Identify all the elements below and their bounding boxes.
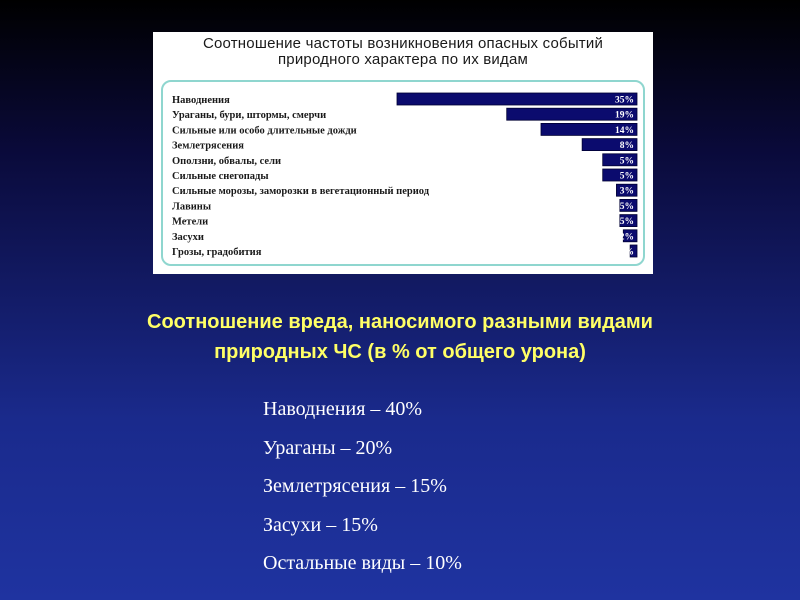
bar (397, 93, 637, 105)
slide-title-line-1: Соотношение вреда, наносимого разными видами (147, 311, 653, 333)
damage-item-floods: Наводнения – 40% (263, 398, 423, 420)
value-label: 2,5% (612, 201, 634, 212)
category-label: Сильные или особо длительные дожди (172, 125, 357, 137)
value-label: 2% (619, 232, 634, 243)
category-label: Оползни, обвалы, сели (172, 155, 282, 167)
damage-item-hurricanes: Ураганы – 20% (263, 436, 393, 459)
category-label: Метели (172, 216, 209, 228)
chart-title-line-1: Соотношение частоты возникновения опасных событий (202, 35, 604, 52)
damage-item-other: Остальные виды – 10% (263, 552, 462, 574)
chart-figure (153, 32, 653, 274)
category-label: Лавины (172, 201, 212, 213)
chart-title-line-2: природного характера по их видам (277, 51, 529, 68)
bar-chart (153, 32, 653, 274)
damage-item-droughts: Засухи – 15% (263, 513, 378, 536)
value-label: 5% (619, 171, 634, 182)
value-label: 19% (615, 110, 634, 121)
slide-title (0, 307, 800, 367)
category-label: Сильные снегопады (172, 171, 269, 182)
value-label: 14% (615, 125, 634, 136)
category-label: Землетрясения (172, 140, 244, 152)
category-label: Грозы, градобития (172, 247, 262, 258)
category-label: Наводнения (172, 95, 230, 106)
damage-list (263, 390, 462, 583)
value-label: 5% (619, 156, 634, 167)
value-label: 8% (619, 141, 634, 152)
damage-item-earthquakes: Землетрясения – 15% (263, 475, 447, 497)
value-label: 1% (619, 247, 634, 258)
category-label: Сильные морозы, заморозки в вегетационный период (172, 186, 430, 198)
value-label: 2,5% (612, 217, 634, 228)
value-label: 3% (619, 186, 634, 197)
value-label: 35% (615, 95, 634, 106)
slide-title-line-2: природных ЧС (в % от общего урона) (214, 341, 586, 363)
category-label: Засухи (172, 231, 204, 243)
category-label: Ураганы, бури, штормы, смерчи (172, 110, 327, 122)
